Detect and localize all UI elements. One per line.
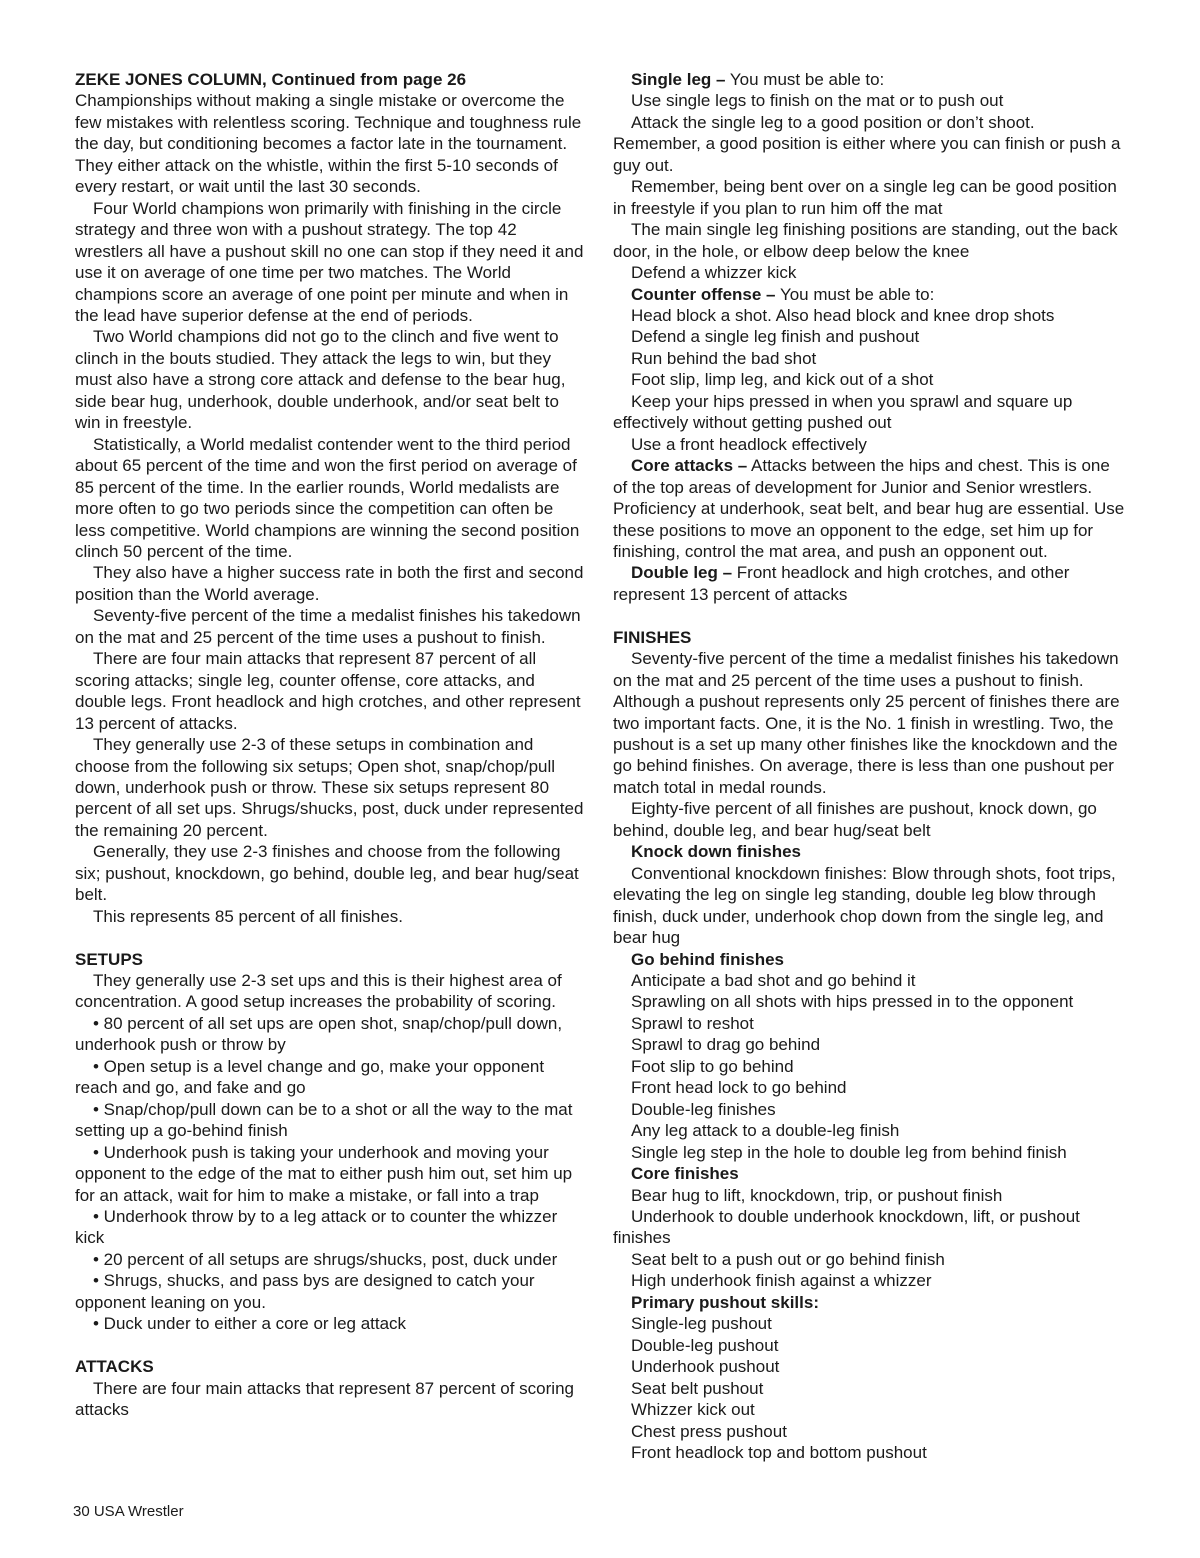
list-item: Attack the single leg to a good position or don’t shoot. Remember, a good position is either where you can finish or push a guy out. <box>613 112 1121 175</box>
list-item: Underhook pushout <box>631 1357 780 1377</box>
attacks-paragraph: There are four main attacks that represent 87 percent of scoring attacks <box>75 1378 574 1420</box>
list-item: Use a front headlock effectively <box>631 434 867 454</box>
list-item: Anticipate a bad shot and go behind it <box>631 971 916 991</box>
list-item: Any leg attack to a double-leg finish <box>631 1121 900 1141</box>
body-paragraph: Two World champions did not go to the clinch and five went to clinch in the bouts studied. They attack the legs to win, but they must also have a strong core attack and defense to the bear hug, side bear hug, underhook, double underhook, and/or seat belt to win in freestyle. <box>75 327 566 433</box>
list-item: Seat belt to a push out or go behind finish <box>631 1249 945 1269</box>
single-leg-label: Single leg – <box>631 70 726 89</box>
list-item: Head block a shot. Also head block and knee drop shots <box>631 305 1055 325</box>
list-item: Sprawling on all shots with hips pressed in to the opponent <box>631 992 1074 1012</box>
list-item: Use single legs to finish on the mat or to push out <box>631 91 1004 111</box>
list-item: Foot slip to go behind <box>631 1056 794 1076</box>
core-attacks-label: Core attacks – <box>631 456 748 476</box>
core-attacks-text: Attacks between the hips and chest. This is one of the top areas of development for Junior and Senior wrestlers. Proficiency at underhook, seat belt, and bear hug are essential. Use these positions to move an opponent to the edge, set him up for finishing, control the mat area, and push an opponent out. <box>613 456 1125 561</box>
core-finishes-heading <box>613 1163 1127 1184</box>
list-item: Chest press pushout <box>631 1421 787 1441</box>
list-item: Single-leg pushout <box>631 1314 772 1334</box>
list-item: Defend a single leg finish and pushout <box>631 327 920 347</box>
setups-paragraph: They generally use 2-3 set ups and this is their highest area of concentration. A good setup increases the probability of scoring. <box>75 971 562 1012</box>
list-item: Run behind the bad shot <box>631 348 817 368</box>
knock-down-paragraph: Conventional knockdown finishes: Blow through shots, foot trips, elevating the leg on single leg standing, double leg blow through finish, duck under, underhook chop down from the single leg, and bear hug <box>613 863 1116 948</box>
body-paragraph: This represents 85 percent of all finishes. <box>93 906 403 926</box>
go-behind-heading-text: Go behind finishes <box>631 949 785 969</box>
body-paragraph: They also have a higher success rate in both the first and second position than the World average. <box>75 563 584 604</box>
list-item: Front head lock to go behind <box>631 1078 847 1098</box>
finishes-paragraph: Seventy-five percent of the time a medalist finishes his takedown on the mat and 25 percent of the time uses a pushout to finish. Although a pushout represents only 25 percent of finishes there are two important facts. One, it is the No. 1 finish in wrestling. Two, the pushout is a set up many other finishes like the knockdown and the go behind finishes. On average, there is less than one pushout per match total in medal rounds. <box>613 649 1120 797</box>
setups-bullet: • Open setup is a level change and go, make your opponent reach and go, and fake and go <box>75 1056 545 1098</box>
knock-down-heading-text: Knock down finishes <box>631 842 802 862</box>
body-paragraph: Statistically, a World medalist contender went to the third period about 65 percent of the time and won the first period on average of 85 percent of the time. In the earlier rounds, World medalists are more often to go two periods since the competition can often be less competitive. World champions are winning the second position clinch 50 percent of the time. <box>75 434 580 561</box>
list-item: The main single leg finishing positions are standing, out the back door, in the hole, or elbow deep below the knee <box>613 220 1118 261</box>
setups-bullet: • Duck under to either a core or leg attack <box>93 1314 407 1334</box>
list-item: Underhook to double underhook knockdown, lift, or pushout finishes <box>613 1207 1080 1248</box>
list-item: Single leg step in the hole to double leg from behind finish <box>631 1142 1067 1162</box>
list-item: Whizzer kick out <box>631 1400 755 1420</box>
counter-offense-lead <box>613 284 1127 305</box>
single-leg-lead <box>613 69 1127 90</box>
finishes-paragraph: Eighty-five percent of all finishes are pushout, knock down, go behind, double leg, and bear hug/seat belt <box>613 799 1097 840</box>
setups-bullet: • 80 percent of all set ups are open shot, snap/chop/pull down, underhook push or throw by <box>75 1013 563 1055</box>
list-item: Foot slip, limp leg, and kick out of a shot <box>631 370 934 390</box>
core-finishes-heading-text: Core finishes <box>631 1164 739 1184</box>
core-attacks-paragraph <box>613 455 1127 562</box>
section-gap <box>613 605 1127 626</box>
pushout-heading-text: Primary pushout skills: <box>631 1292 819 1312</box>
pushout-heading <box>613 1292 1127 1313</box>
counter-offense-label: Counter offense – <box>631 284 776 304</box>
single-leg-text: You must be able to: <box>725 70 885 89</box>
list-item: Front headlock top and bottom pushout <box>631 1442 927 1462</box>
list-item: High underhook finish against a whizzer <box>631 1271 932 1291</box>
body-paragraph: Four World champions won primarily with finishing in the circle strategy and three won with a pushout strategy. The top 42 wrestlers all have a pushout skill no one can stop if they need it and use it on average of one time per two matches. The World champions score an average of one point per minute and when in the lead have superior defense at the end of periods. <box>75 198 584 325</box>
body-paragraph: Seventy-five percent of the time a medalist finishes his takedown on the mat and 25 percent of the time uses a pushout to finish. <box>75 606 581 647</box>
left-column <box>75 69 588 1421</box>
list-item: Double-leg pushout <box>631 1335 779 1355</box>
right-column <box>613 69 1127 1463</box>
setups-heading: SETUPS <box>75 949 144 969</box>
counter-offense-text: You must be able to: <box>775 284 935 304</box>
list-item: Defend a whizzer kick <box>631 263 797 283</box>
setups-bullet: • Snap/chop/pull down can be to a shot or all the way to the mat setting up a go-behind finish <box>75 1099 573 1141</box>
double-leg-label: Double leg – <box>631 563 733 583</box>
setups-bullet: • Underhook push is taking your underhook and moving your opponent to the edge of the mat to either push him out, set him up for an attack, wait for him to make a mistake, or fall into a trap <box>75 1142 573 1205</box>
setups-bullet: • 20 percent of all setups are shrugs/shucks, post, duck under <box>93 1249 558 1269</box>
attacks-heading: ATTACKS <box>75 1357 154 1377</box>
finishes-heading: FINISHES <box>613 627 692 647</box>
list-item: Bear hug to lift, knockdown, trip, or pushout finish <box>631 1185 1003 1205</box>
knock-down-heading <box>613 841 1127 862</box>
list-item: Double-leg finishes <box>631 1099 776 1119</box>
page-folio: 30 USA Wrestler <box>73 1503 184 1520</box>
setups-bullet: • Shrugs, shucks, and pass bys are designed to catch your opponent leaning on you. <box>75 1271 535 1312</box>
double-leg-text: Front headlock and high crotches, and other represent 13 percent of attacks <box>613 563 1070 604</box>
continued-heading: ZEKE JONES COLUMN, Continued from page 26 <box>75 70 467 89</box>
body-paragraph: They generally use 2-3 of these setups in combination and choose from the following six setups; Open shot, snap/chop/pull down, underhook push or throw. These six setups represent 80 percent of all set ups. Shrugs/shucks, post, duck under represented the remaining 20 percent. <box>75 735 584 840</box>
double-leg-paragraph <box>613 562 1127 605</box>
body-paragraph: Generally, they use 2-3 finishes and choose from the following six; pushout, knockdown, go behind, double leg, and bear hug/seat belt. <box>75 842 579 905</box>
list-item: Sprawl to drag go behind <box>631 1035 821 1055</box>
intro-paragraph: Championships without making a single mistake or overcome the few mistakes with relentless scoring. Technique and toughness rule the day, but conditioning becomes a factor late in the tournament. They either attack on the whistle, within the first 5-10 seconds of every restart, or wait until the last 30 seconds. <box>75 91 582 197</box>
list-item: Remember, being bent over on a single leg can be good position in freestyle if you plan to run him off the mat <box>613 177 1117 218</box>
body-paragraph: There are four main attacks that represent 87 percent of all scoring attacks; single leg, counter offense, core attacks, and double legs. Front headlock and high crotches, and other represent 13 percent of attacks. <box>75 649 581 733</box>
list-item: Keep your hips pressed in when you sprawl and square up effectively without getting pushed out <box>613 391 1073 433</box>
list-item: Sprawl to reshot <box>631 1013 754 1033</box>
setups-bullet: • Underhook throw by to a leg attack or to counter the whizzer kick <box>75 1207 558 1248</box>
go-behind-heading <box>613 949 1127 970</box>
list-item: Seat belt pushout <box>631 1378 764 1398</box>
section-gap <box>75 1335 588 1356</box>
section-gap <box>75 927 588 948</box>
